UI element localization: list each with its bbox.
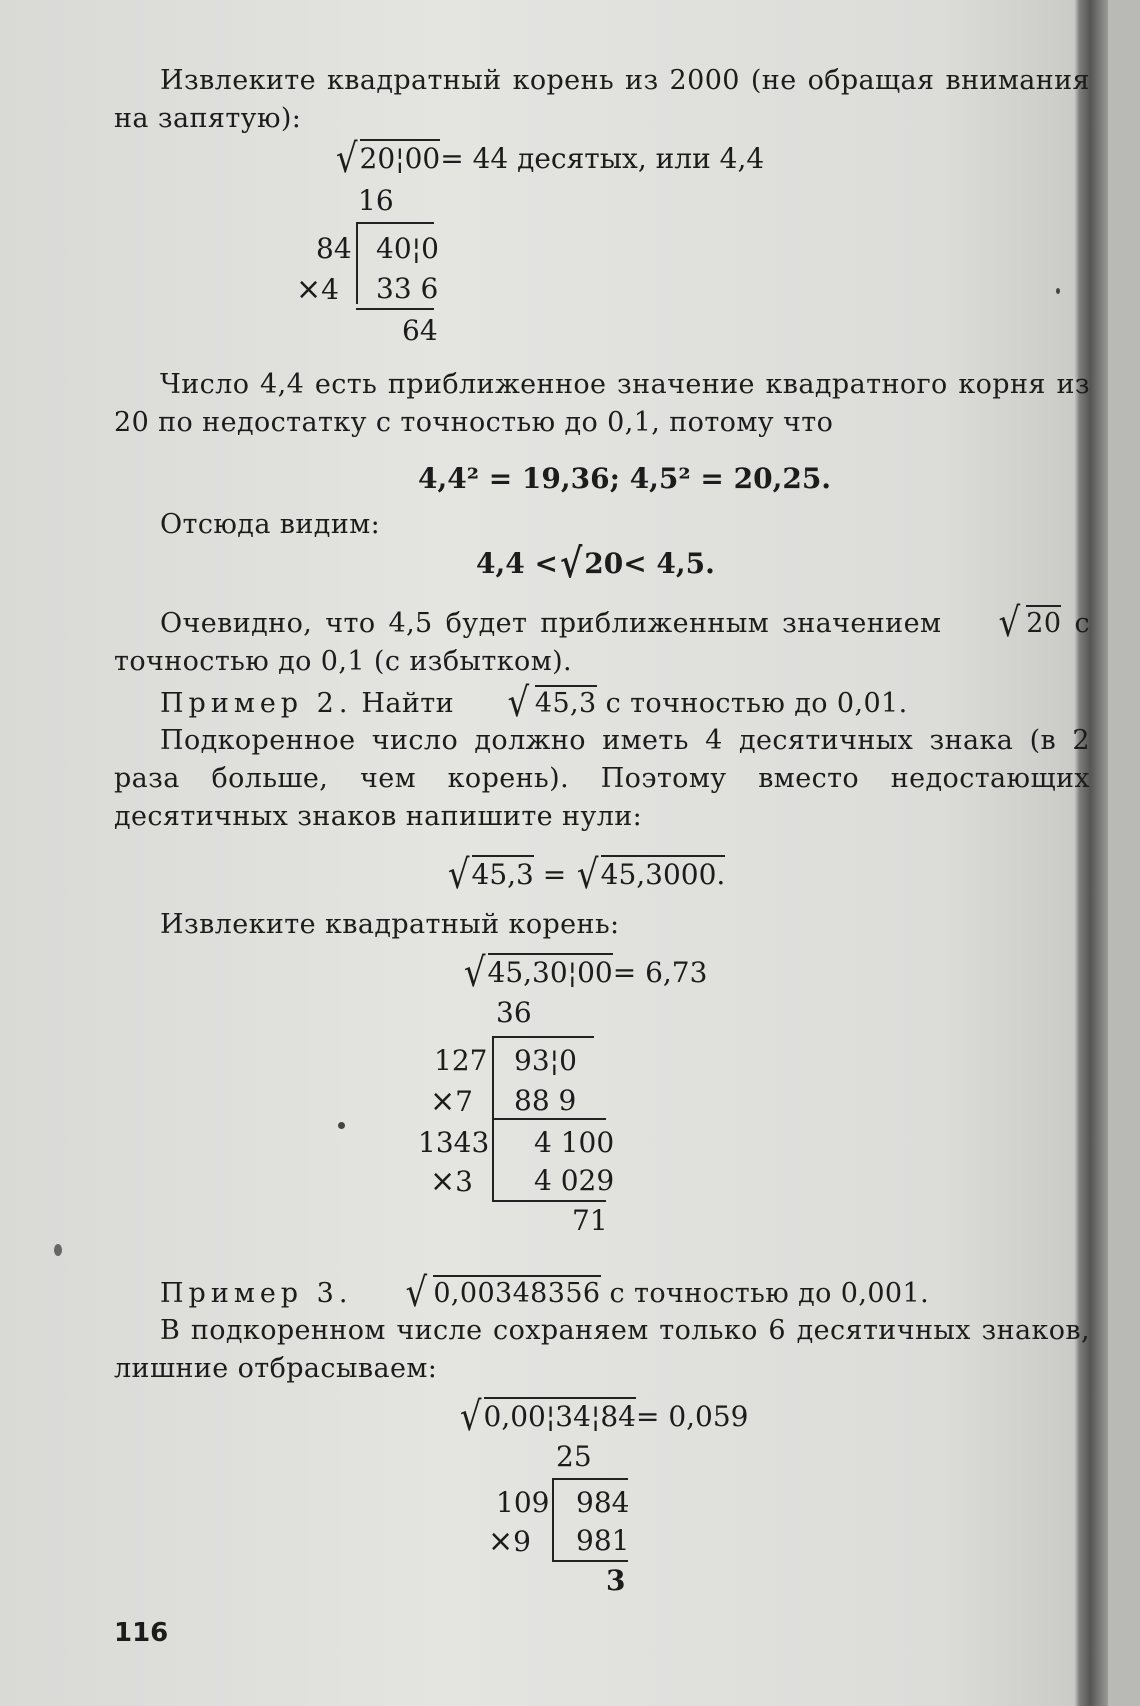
remainder-step: 93¦0 bbox=[514, 1044, 577, 1077]
rule bbox=[552, 1560, 628, 1562]
rule bbox=[552, 1478, 628, 1480]
root-expression-2: √45,30¦00= 6,73 bbox=[463, 950, 708, 996]
print-speck bbox=[338, 1122, 345, 1129]
multiplier: ×3 bbox=[430, 1164, 473, 1199]
inequality: 4,4 <√20< 4,5. bbox=[476, 540, 715, 587]
divisor: 109 bbox=[496, 1486, 550, 1519]
divisor: 84 bbox=[316, 232, 352, 265]
rule bbox=[492, 1036, 594, 1038]
subtrahend: 25 bbox=[556, 1440, 592, 1473]
multiplier: ×4 bbox=[296, 272, 339, 307]
divider bbox=[356, 224, 358, 304]
remainder-step: 40¦0 bbox=[376, 232, 439, 265]
times-icon: × bbox=[296, 272, 322, 307]
paragraph-3: Отсюда видим: bbox=[160, 509, 381, 540]
divider bbox=[552, 1480, 554, 1560]
remainder-step: 4 100 bbox=[534, 1126, 615, 1159]
times-icon: × bbox=[430, 1084, 456, 1119]
remainder-step: 984 bbox=[576, 1486, 630, 1519]
root-expression-3: √0,00¦34¦84= 0,059 bbox=[459, 1394, 749, 1440]
rule bbox=[356, 222, 434, 224]
paragraph-4: Очевидно, что 4,5 будет приближенным значением √ 20 с точностью до 0,1 (с избытком). bbox=[114, 600, 1091, 677]
radical-sign: √ bbox=[998, 600, 1021, 646]
radical-sign: √ bbox=[335, 136, 358, 182]
multiplier: ×7 bbox=[430, 1084, 473, 1119]
rule bbox=[492, 1118, 606, 1120]
times-icon: × bbox=[488, 1524, 514, 1559]
product: 88 9 bbox=[514, 1084, 577, 1117]
print-speck bbox=[54, 1244, 62, 1256]
divisor: 1343 bbox=[418, 1126, 490, 1159]
subtrahend: 36 bbox=[496, 996, 532, 1029]
paragraph-5: Подкоренное число должно иметь 4 десятичных знака (в 2 раза больше, чем корень). Поэтому вместо недостающих десятичных знаков напишите нули: bbox=[114, 725, 1090, 832]
rule bbox=[356, 308, 434, 310]
radical-sign: √ bbox=[405, 1270, 428, 1316]
formula-squares: 4,4² = 19,36; 4,5² = 20,25. bbox=[418, 462, 832, 495]
final-remainder: 71 bbox=[572, 1204, 608, 1237]
final-remainder: 64 bbox=[402, 314, 438, 347]
page-number: 116 bbox=[114, 1618, 169, 1648]
radical-sign: √ bbox=[463, 950, 486, 996]
radical-sign: √ bbox=[447, 852, 470, 898]
root-expression-1: √20¦00= 44 десятых, или 4,4 bbox=[335, 136, 765, 182]
example-3: Пример 3. √ 0,00348356 с точностью до 0,001. bbox=[160, 1270, 930, 1316]
paragraph-2: Число 4,4 есть приближенное значение квадратного корня из 20 по недостатку с точностью до 0,1, потому что bbox=[114, 369, 1090, 438]
radical-sign: √ bbox=[507, 680, 530, 726]
divider bbox=[492, 1038, 494, 1118]
formula-padding: √45,3 = √45,3000. bbox=[447, 852, 726, 898]
paragraph-6: Извлеките квадратный корень: bbox=[160, 909, 620, 940]
product: 33 6 bbox=[376, 272, 439, 305]
page-edge bbox=[1074, 0, 1080, 1706]
book-spine bbox=[1076, 0, 1108, 1706]
paragraph-1: Извлеките квадратный корень из 2000 (не обращая внимания на запятую): bbox=[114, 65, 1090, 134]
product: 981 bbox=[576, 1524, 630, 1557]
radical-sign: √ bbox=[577, 852, 599, 898]
multiplier: ×9 bbox=[488, 1524, 531, 1559]
divider bbox=[492, 1120, 494, 1200]
rule bbox=[492, 1200, 606, 1202]
example-2: Пример 2. Найти √ 45,3 с точностью до 0,01. bbox=[160, 680, 908, 726]
final-remainder: 3 bbox=[606, 1564, 626, 1597]
radical-sign: √ bbox=[459, 1394, 482, 1440]
paragraph-7: В подкоренном числе сохраняем только 6 десятичных знаков, лишние отбрасываем: bbox=[114, 1315, 1090, 1384]
print-speck bbox=[1056, 288, 1060, 294]
divisor: 127 bbox=[434, 1044, 488, 1077]
product: 4 029 bbox=[534, 1164, 615, 1197]
times-icon: × bbox=[430, 1164, 456, 1199]
subtrahend: 16 bbox=[358, 184, 394, 217]
radical-sign: √ bbox=[559, 540, 583, 587]
